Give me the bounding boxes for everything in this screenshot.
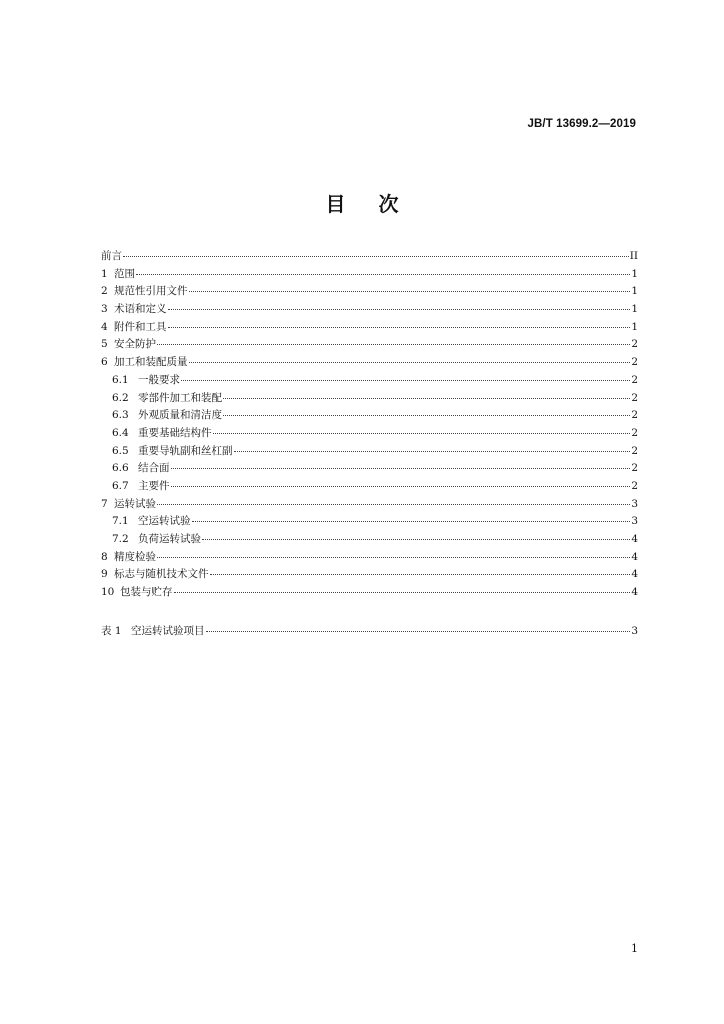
toc-entry[interactable]	[101, 336, 638, 354]
entry-number: 1	[101, 267, 108, 280]
table-list	[101, 623, 638, 641]
entry-number: 5	[101, 338, 108, 351]
entry-title: 零部件加工和装配	[138, 391, 222, 404]
dot-leader	[157, 344, 630, 345]
dot-leader	[189, 362, 631, 363]
entry-number: 9	[101, 568, 108, 581]
dot-leader	[234, 451, 631, 452]
dot-leader	[181, 380, 630, 381]
toc-entry[interactable]	[101, 584, 638, 602]
toc-entry[interactable]	[101, 566, 638, 584]
dot-leader	[157, 557, 630, 558]
dot-leader	[189, 291, 631, 292]
toc-entry[interactable]	[101, 319, 638, 337]
dot-leader	[223, 398, 630, 399]
dot-leader	[157, 504, 630, 505]
entry-number: 6	[101, 356, 108, 369]
entry-number: 6.2	[112, 391, 129, 404]
entry-page-number: 2	[631, 391, 638, 404]
entry-title: 重要导轨副和丝杠副	[138, 444, 233, 457]
entry-number: 8	[101, 550, 108, 563]
entry-page-number: 1	[631, 303, 638, 316]
table-entry[interactable]	[101, 623, 638, 641]
toc-entry[interactable]	[101, 390, 638, 408]
entry-number: 6.5	[112, 444, 129, 457]
entry-page-number: 1	[631, 285, 638, 298]
dot-leader	[168, 309, 631, 310]
dot-leader	[171, 468, 631, 469]
entry-page-number: II	[629, 250, 638, 262]
entry-title: 运转试验	[114, 497, 156, 510]
entry-page-number: 4	[631, 533, 638, 545]
dot-leader	[210, 574, 631, 575]
entry-number: 6.6	[112, 462, 129, 475]
entry-number: 6.3	[112, 409, 129, 422]
dot-leader	[202, 539, 630, 540]
entry-page-number: 2	[631, 373, 638, 386]
toc-entry[interactable]	[101, 531, 638, 549]
dot-leader	[213, 433, 631, 434]
entry-number: 6.7	[112, 479, 129, 492]
toc-entry[interactable]	[101, 354, 638, 372]
entry-page-number: 4	[631, 586, 638, 599]
entry-page-number: 4	[631, 550, 638, 563]
entry-page-number: 2	[631, 426, 638, 439]
entry-title: 前言	[101, 250, 122, 262]
entry-page-number: 2	[631, 479, 638, 492]
entry-title: 重要基础结构件	[138, 426, 212, 439]
toc-entry[interactable]	[101, 301, 638, 319]
entry-page-number: 2	[631, 409, 638, 422]
entry-title: 外观质量和清洁度	[138, 409, 222, 422]
entry-title: 结合面	[138, 462, 170, 475]
toc-entry[interactable]	[101, 372, 638, 390]
dot-leader	[123, 256, 629, 257]
entry-page-number: 3	[631, 515, 638, 528]
entry-title: 安全防护	[114, 338, 156, 351]
dot-leader	[171, 486, 631, 487]
toc-entry[interactable]	[101, 266, 638, 284]
dot-leader	[168, 327, 631, 328]
entry-title: 负荷运转试验	[138, 533, 201, 545]
entry-page-number: 2	[631, 356, 638, 369]
entry-title: 包装与贮存	[120, 586, 173, 599]
dot-leader	[206, 631, 631, 632]
toc-entry[interactable]	[101, 443, 638, 461]
toc-entry[interactable]	[101, 549, 638, 567]
toc-entry[interactable]	[101, 460, 638, 478]
dot-leader	[174, 592, 631, 593]
entry-title: 附件和工具	[114, 320, 167, 333]
entry-number: 6.4	[112, 426, 129, 439]
entry-page-number: 3	[631, 497, 638, 510]
entry-title: 术语和定义	[114, 303, 167, 316]
entry-number: 表 1	[101, 625, 122, 637]
toc-title: 目 次	[325, 192, 399, 216]
entry-page-number: 2	[631, 444, 638, 457]
entry-number: 10	[101, 586, 115, 599]
dot-leader	[136, 274, 630, 275]
entry-title: 标志与随机技术文件	[114, 568, 209, 581]
table-of-contents	[101, 248, 638, 602]
toc-entry[interactable]	[101, 283, 638, 301]
toc-entry[interactable]	[101, 496, 638, 514]
entry-page-number: 2	[631, 338, 638, 351]
entry-title: 空运转试验	[138, 515, 191, 528]
entry-number: 6.1	[112, 373, 129, 386]
standard-number: JB/T 13699.2—2019	[527, 118, 636, 130]
entry-number: 7	[101, 497, 108, 510]
entry-page-number: 3	[631, 625, 638, 637]
entry-title: 主要件	[138, 479, 170, 492]
entry-number: 7.2	[112, 533, 129, 545]
dot-leader	[192, 521, 631, 522]
toc-entry[interactable]	[101, 478, 638, 496]
toc-entry[interactable]	[101, 407, 638, 425]
entry-page-number: 1	[631, 320, 638, 333]
entry-number: 7.1	[112, 515, 129, 528]
entry-number: 3	[101, 303, 108, 316]
entry-number: 2	[101, 285, 108, 298]
toc-entry[interactable]	[101, 248, 638, 266]
page-number: 1	[631, 942, 638, 955]
entry-title: 一般要求	[138, 373, 180, 386]
entry-title: 范围	[114, 267, 135, 280]
entry-page-number: 1	[631, 267, 638, 280]
toc-entry[interactable]	[101, 425, 638, 443]
entry-title: 空运转试验项目	[131, 625, 205, 637]
toc-entry[interactable]	[101, 513, 638, 531]
entry-title: 加工和装配质量	[114, 356, 188, 369]
entry-page-number: 2	[631, 462, 638, 475]
entry-page-number: 4	[631, 568, 638, 581]
entry-title: 规范性引用文件	[114, 285, 188, 298]
dot-leader	[223, 415, 630, 416]
entry-number: 4	[101, 320, 108, 333]
entry-title: 精度检验	[114, 550, 156, 563]
